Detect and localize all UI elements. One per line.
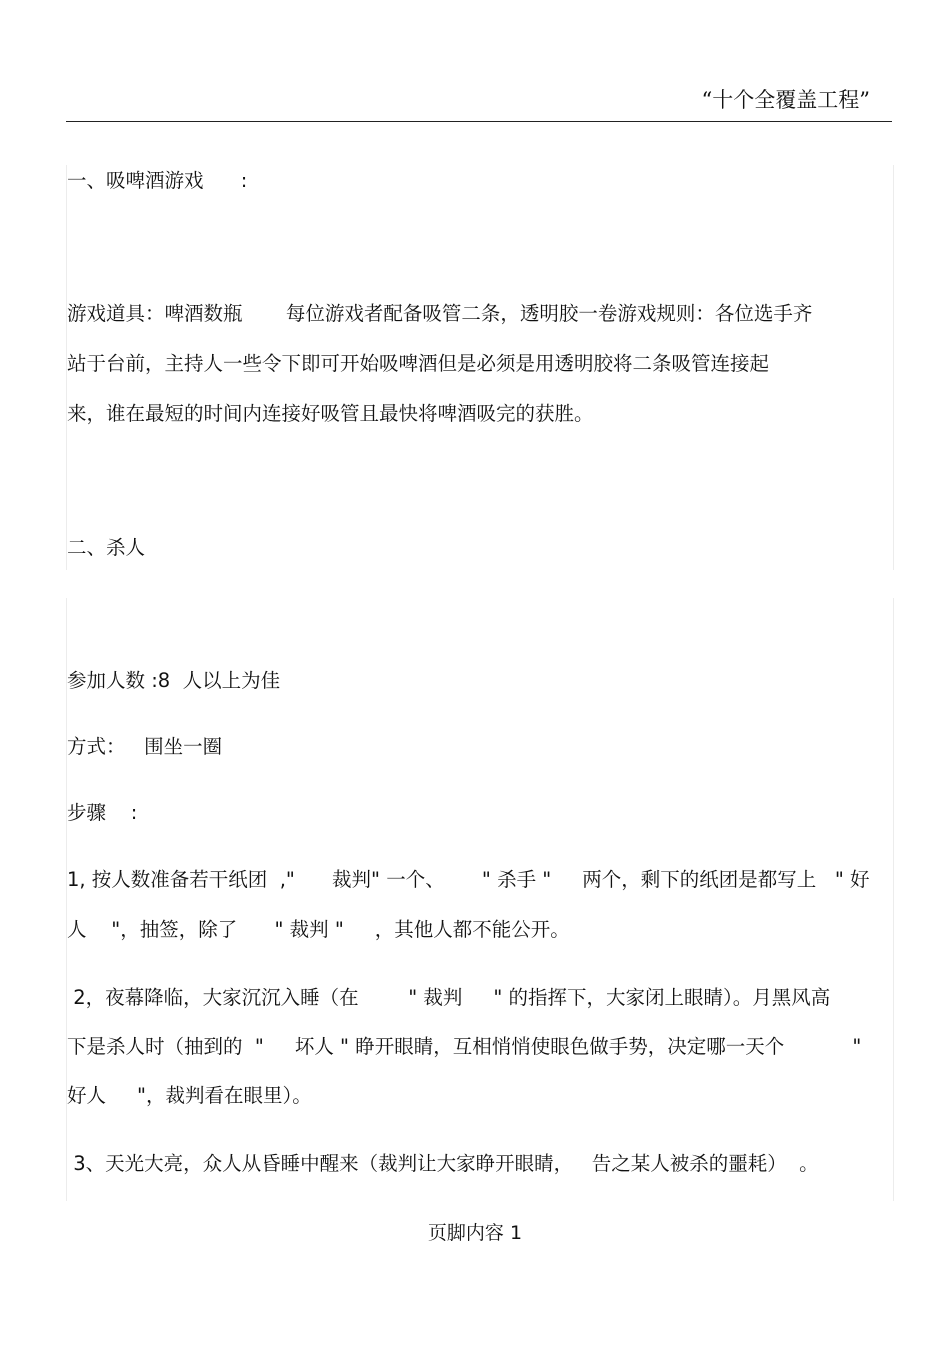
step-2-line: 下是杀人时（抽到的 " 坏人 " 睁开眼睛，互相悄悄使眼色做手势，决定哪一天个 " [67,1035,862,1058]
method-line: 方式： 围坐一圈 [67,735,223,758]
section-heading-killer-game: 二、杀人 [67,536,146,559]
paragraph-line: 游戏道具：啤酒数瓶 每位游戏者配备吸管二条，透明胶一卷游戏规则：各位选手齐 [67,302,813,325]
step-3-line: 3、天光大亮，众人从昏睡中醒来（裁判让大家睁开眼睛， 告之某人被杀的噩耗） 。 [67,1152,819,1175]
participants-line: 参加人数 :8 人以上为佳 [67,669,281,692]
step-1-line: 人 "，抽签，除了 " 裁判 " ，其他人都不能公开。 [67,918,570,941]
step-2-line: 2，夜幕降临，大家沉沉入睡（在 " 裁判 " 的指挥下，大家闭上眼睛）。月黑风高 [67,986,831,1009]
step-1-line: 1, 按人数准备若干纸团 ," 裁判" 一个、 " 杀手 " 两个，剩下的纸团是都写上 " 好 [67,868,870,891]
header-title: “十个全覆盖工程” [701,88,870,112]
page-footer: 页脚内容 1 [427,1222,523,1244]
paragraph-line: 来，谁在最短的时间内连接好吸管且最快将啤酒吸完的获胜。 [67,402,594,425]
page-header [0,0,950,122]
step-2-line: 好人 "，裁判看在眼里）。 [67,1084,312,1107]
paragraph-line: 站于台前，主持人一些令下即可开始吸啤酒但是必须是用透明胶将二条吸管连接起 [67,352,770,375]
section-heading-beer-game: 一、吸啤酒游戏 : [67,169,248,192]
steps-label: 步骤 : [67,801,138,824]
header-rule [66,121,892,122]
